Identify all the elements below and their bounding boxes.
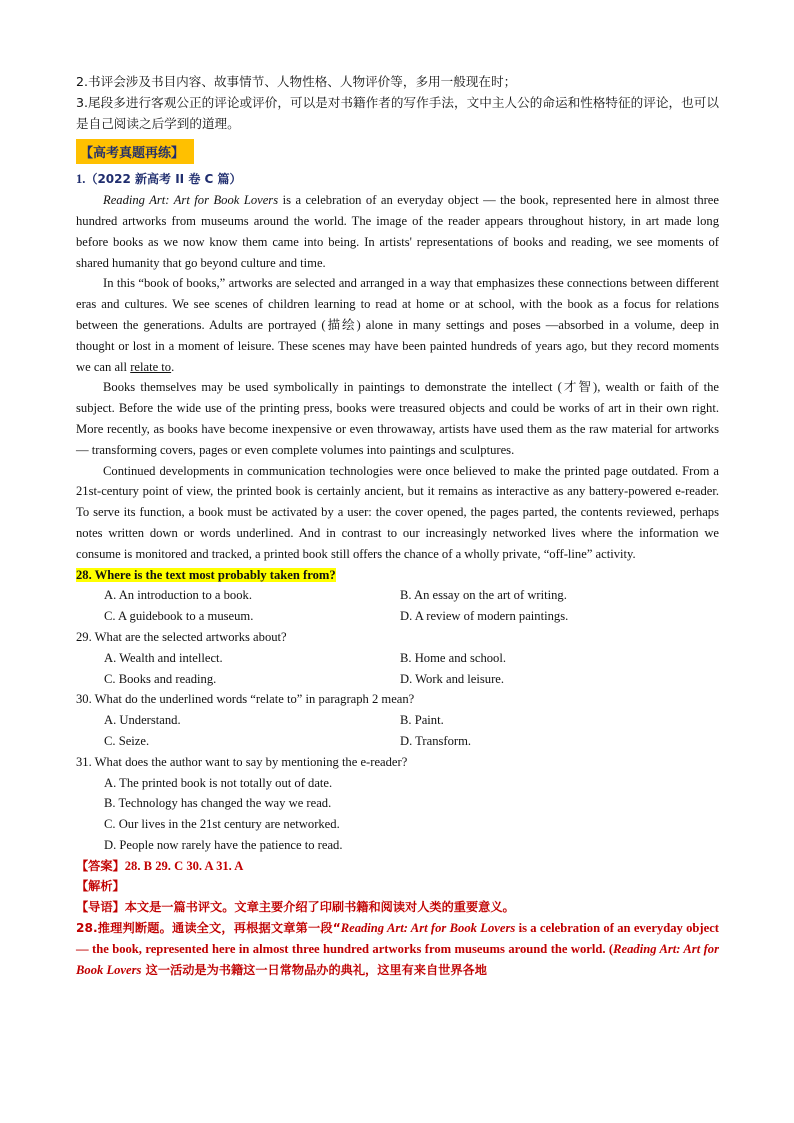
option: B. An essay on the art of writing.	[400, 588, 567, 603]
question-source: （2022 新高考 II 卷 C 篇）	[85, 172, 242, 187]
document-content	[76, 72, 719, 981]
paragraph-1-text: is a celebration of an everyday object — the book, represented here in almost three hundred artworks from museums around the world. The image of the reader appears throughout history, in art made long before books as we now know them came into being. In artists' representations of books and reading, we see moments of shared humanity that go beyond culture and time.	[76, 193, 719, 270]
question-title	[76, 169, 719, 190]
guide-text: 本文是一篇书评文。文章主要介绍了印刷书籍和阅读对人类的重要意义。	[124, 900, 515, 915]
intro-line-2: 3.尾段多进行客观公正的评论或评价，可以是对书籍作者的写作手法，文中主人公的命运和性格特征的评论，也可以是自己阅读之后学到的道理。	[76, 94, 719, 131]
explanation-quote: is a celebration of an everyday object — the book, represented here in almost three hundred artworks from museums around the world. (	[76, 921, 719, 957]
passage-paragraph-3: Books themselves may be used symbolically in paintings to demonstrate the intellect (才智), wealth or faith of the subject. Before the wide use of the printing press, books were treasured objects and could be works of art in their own right. More recently, as books have become inexpensive or even throwaway, artists have used them as the raw material for artworks — transforming covers, pages or even complete volumes into paintings and sculptures.	[76, 380, 719, 457]
passage-paragraph-1	[76, 190, 719, 273]
explanation-lead: 28.推理判断题。通读全文，再根据文章第一段“	[76, 921, 341, 936]
option: C. Seize.	[104, 733, 150, 748]
paragraph-2-end: .	[171, 359, 175, 374]
option: C. Books and reading.	[104, 671, 217, 686]
question-31-options	[76, 773, 719, 856]
question-30-stem: 30. What do the underlined words “relate to” in paragraph 2 mean?	[76, 692, 415, 707]
option: B. Paint.	[400, 713, 444, 728]
guide-label: 【导语】	[76, 900, 125, 915]
option: D. People now rarely have the patience to read.	[104, 837, 343, 852]
explanation-book-title: Reading Art: Art for Book Lovers	[340, 921, 516, 936]
option: A. Understand.	[104, 713, 181, 728]
option: D. Work and leisure.	[400, 671, 505, 686]
option: C. A guidebook to a museum.	[104, 609, 254, 624]
option: C. Our lives in the 21st century are networked.	[104, 817, 340, 832]
analysis-label: 【解析】	[76, 879, 125, 894]
question-30-options	[76, 710, 719, 752]
option: A. An introduction to a book.	[104, 588, 252, 603]
answer-text: 28. B 29. C 30. A 31. A	[124, 858, 244, 873]
section-title: 【高考真题再练】	[76, 139, 194, 164]
question-29-options	[76, 648, 719, 690]
answer-line	[76, 856, 719, 877]
option: D. Transform.	[400, 733, 472, 748]
answer-label: 【答案】	[76, 858, 125, 873]
passage-paragraph-2	[76, 273, 719, 377]
book-title: Reading Art: Art for Book Lovers	[103, 193, 279, 208]
question-28	[76, 565, 719, 586]
option: A. The printed book is not totally out of date.	[104, 775, 333, 790]
passage-paragraph-4: Continued developments in communication technologies were once believed to make the printed page outdated. From a 21st-century point of view, the printed book is certainly ancient, but it remains as interactive as any battery-powered e-reader. To serve its function, a book must be activated by a user: the cover opened, the pages parted, the contents reviewed, perhaps notes written down or words underlined. And in contrast to our increasingly networked lives where the information we consume is monitored and tracked, a printed book still offers the chance of a wholly private, “off-line” activity.	[76, 463, 719, 561]
question-28-options	[76, 585, 719, 627]
question-28-stem: 28. Where is the text most probably taken from?	[76, 567, 336, 582]
question-number: 1.	[76, 172, 86, 187]
underlined-phrase: relate to	[130, 359, 172, 374]
guide-line	[76, 897, 719, 918]
explanation-28	[76, 918, 719, 981]
option: A. Wealth and intellect.	[104, 650, 223, 665]
question-29-stem: 29. What are the selected artworks about?	[76, 629, 287, 644]
intro-line-1: 2.书评会涉及书目内容、故事情节、人物性格、人物评价等，多用一般现在时；	[76, 74, 517, 89]
question-31-stem: 31. What does the author want to say by mentioning the e-reader?	[76, 754, 408, 769]
option: B. Technology has changed the way we read.	[104, 796, 332, 811]
paragraph-2-text: In this “book of books,” artworks are selected and arranged in a way that emphasizes these connections between different eras and cultures. We see scenes of children learning to read at home or at school, with the book as a focus for relations between the generations. Adults are portrayed (描绘) alone in many settings and poses —absorbed in a volume, deep in thought or lost in a moment of leisure. These scenes may have been painted hundreds of years ago, but they record moments we can all	[76, 276, 719, 374]
explanation-chinese: 这一活动是为书籍这一日常物品办的典礼，这里有来自世界各地	[141, 963, 487, 978]
explanation-book-title-2: Reading Art: Art for Book Lovers	[76, 942, 719, 978]
option: B. Home and school.	[400, 650, 506, 665]
option: D. A review of modern paintings.	[400, 609, 569, 624]
